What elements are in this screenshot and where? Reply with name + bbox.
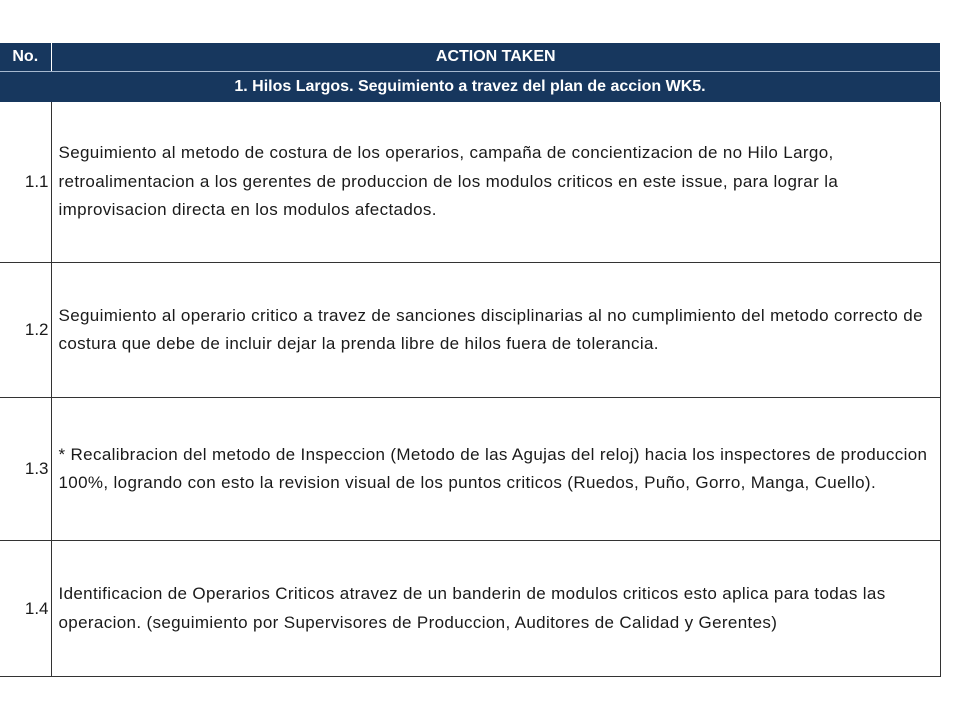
table-row [0, 102, 940, 263]
row-number: 1.2 [0, 263, 51, 398]
table-row [0, 398, 940, 541]
column-header-no: No. [0, 43, 51, 72]
row-action-text: Identificacion de Operarios Criticos atravez de un banderin de modulos criticos esto aplica para todas las operacion. (seguimiento por Supervisores de Produccion, Auditores de Calidad y Gerentes) [51, 541, 940, 677]
row-action-text: * Recalibracion del metodo de Inspeccion (Metodo de las Agujas del reloj) hacia los inspectores de produccion 100%, logrando con esto la revision visual de los puntos criticos (Ruedos, Puño, Gorro, Manga, Cuello). [51, 398, 940, 541]
action-table [0, 43, 941, 677]
table-header-row [0, 43, 940, 72]
table-row [0, 263, 940, 398]
row-number: 1.4 [0, 541, 51, 677]
table-row [0, 541, 940, 677]
row-action-text: Seguimiento al operario critico a travez de sanciones disciplinarias al no cumplimiento del metodo correcto de costura que debe de incluir dejar la prenda libre de hilos fuera de tolerancia. [51, 263, 940, 398]
row-number: 1.3 [0, 398, 51, 541]
row-number: 1.1 [0, 102, 51, 263]
section-title: 1. Hilos Largos. Seguimiento a travez del plan de accion WK5. [0, 72, 940, 103]
row-action-text: Seguimiento al metodo de costura de los operarios, campaña de concientizacion de no Hilo Largo, retroalimentacion a los gerentes de produccion de los modulos criticos en este issue, para lograr la improvisacion directa en los modulos afectados. [51, 102, 940, 263]
column-header-action-taken: ACTION TAKEN [51, 43, 940, 72]
section-title-row [0, 72, 940, 103]
